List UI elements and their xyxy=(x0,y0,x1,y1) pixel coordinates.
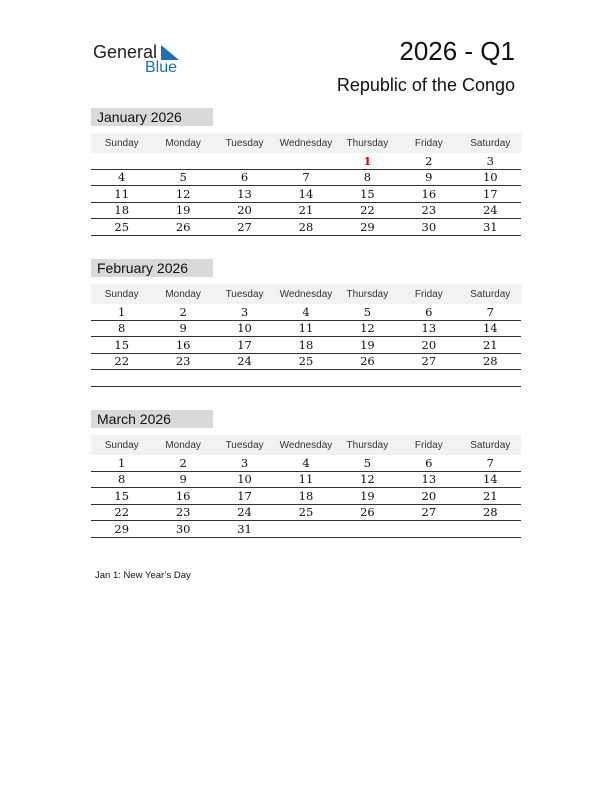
day-cell: 20 xyxy=(214,202,275,219)
day-cell: 7 xyxy=(275,169,336,186)
week-row xyxy=(91,219,521,236)
week-row xyxy=(91,353,521,370)
day-cell xyxy=(152,370,213,387)
day-cell: 8 xyxy=(337,169,398,186)
week-row xyxy=(91,153,521,169)
day-cell: 20 xyxy=(398,488,459,505)
day-cell: 3 xyxy=(460,153,521,169)
day-cell: 26 xyxy=(152,219,213,236)
day-cell: 17 xyxy=(214,337,275,354)
day-cell: 28 xyxy=(460,504,521,521)
week-row xyxy=(91,320,521,337)
generalblue-logo xyxy=(93,42,193,78)
day-cell: 27 xyxy=(398,353,459,370)
weekday-header: Wednesday xyxy=(275,284,336,304)
country-name: Republic of the Congo xyxy=(336,75,515,95)
month-block-february xyxy=(91,259,521,387)
day-cell: 12 xyxy=(152,186,213,203)
day-cell: 11 xyxy=(91,186,152,203)
day-cell: 22 xyxy=(91,353,152,370)
week-row xyxy=(91,304,521,320)
day-cell: 28 xyxy=(275,219,336,236)
day-cell: 10 xyxy=(214,320,275,337)
day-cell xyxy=(152,153,213,169)
weekday-header: Tuesday xyxy=(214,133,275,153)
day-cell: 31 xyxy=(460,219,521,236)
day-cell: 17 xyxy=(214,488,275,505)
day-cell: 16 xyxy=(398,186,459,203)
day-cell: 6 xyxy=(214,169,275,186)
week-row xyxy=(91,186,521,203)
weekday-header: Monday xyxy=(152,435,213,455)
day-cell: 20 xyxy=(398,337,459,354)
weekday-header: Sunday xyxy=(91,284,152,304)
weekday-header: Tuesday xyxy=(214,284,275,304)
weekday-header: Monday xyxy=(152,133,213,153)
day-cell: 10 xyxy=(214,471,275,488)
day-cell: 5 xyxy=(337,304,398,320)
day-cell: 11 xyxy=(275,471,336,488)
day-cell: 2 xyxy=(398,153,459,169)
day-cell: 17 xyxy=(460,186,521,203)
day-cell xyxy=(398,370,459,387)
day-cell xyxy=(460,370,521,387)
weekday-header: Wednesday xyxy=(275,133,336,153)
day-cell: 25 xyxy=(91,219,152,236)
day-cell: 30 xyxy=(152,521,213,538)
day-cell: 24 xyxy=(460,202,521,219)
day-cell: 1 xyxy=(337,153,398,169)
day-cell xyxy=(214,370,275,387)
day-cell: 2 xyxy=(152,304,213,320)
day-cell: 23 xyxy=(152,504,213,521)
day-cell: 21 xyxy=(275,202,336,219)
day-cell xyxy=(398,521,459,538)
weekday-header: Friday xyxy=(398,133,459,153)
day-cell: 16 xyxy=(152,488,213,505)
weekday-header: Thursday xyxy=(337,133,398,153)
day-cell: 19 xyxy=(152,202,213,219)
day-cell: 22 xyxy=(337,202,398,219)
day-cell xyxy=(91,370,152,387)
day-cell: 25 xyxy=(275,504,336,521)
day-cell: 18 xyxy=(91,202,152,219)
day-cell: 9 xyxy=(398,169,459,186)
weekday-header: Tuesday xyxy=(214,435,275,455)
day-cell: 24 xyxy=(214,504,275,521)
day-cell: 31 xyxy=(214,521,275,538)
day-cell: 26 xyxy=(337,353,398,370)
day-cell: 26 xyxy=(337,504,398,521)
day-cell: 18 xyxy=(275,337,336,354)
day-cell: 4 xyxy=(275,304,336,320)
weekday-header-row xyxy=(91,284,521,304)
day-cell: 9 xyxy=(152,320,213,337)
day-cell: 25 xyxy=(275,353,336,370)
day-cell xyxy=(91,153,152,169)
day-cell: 22 xyxy=(91,504,152,521)
weekday-header-row xyxy=(91,133,521,153)
day-cell: 30 xyxy=(398,219,459,236)
weekday-header: Sunday xyxy=(91,133,152,153)
day-cell xyxy=(275,521,336,538)
weekday-header: Friday xyxy=(398,284,459,304)
weekday-header: Saturday xyxy=(460,435,521,455)
day-cell xyxy=(275,370,336,387)
calendar-grid xyxy=(91,435,521,538)
day-cell: 27 xyxy=(398,504,459,521)
week-row xyxy=(91,337,521,354)
weekday-header: Thursday xyxy=(337,284,398,304)
week-row xyxy=(91,202,521,219)
month-label: January 2026 xyxy=(91,108,213,126)
holiday-note: Jan 1: New Year’s Day xyxy=(95,570,191,581)
day-cell: 9 xyxy=(152,471,213,488)
day-cell: 24 xyxy=(214,353,275,370)
week-row xyxy=(91,504,521,521)
day-cell: 16 xyxy=(152,337,213,354)
day-cell: 6 xyxy=(398,455,459,471)
day-cell: 15 xyxy=(91,488,152,505)
day-cell: 14 xyxy=(460,471,521,488)
month-block-january xyxy=(91,108,521,236)
calendar-grid xyxy=(91,284,521,387)
day-cell: 14 xyxy=(275,186,336,203)
day-cell: 19 xyxy=(337,488,398,505)
day-cell: 8 xyxy=(91,471,152,488)
day-cell: 23 xyxy=(152,353,213,370)
day-cell: 10 xyxy=(460,169,521,186)
weekday-header: Wednesday xyxy=(275,435,336,455)
week-row xyxy=(91,521,521,538)
day-cell: 18 xyxy=(275,488,336,505)
day-cell: 12 xyxy=(337,471,398,488)
day-cell: 15 xyxy=(337,186,398,203)
day-cell: 3 xyxy=(214,304,275,320)
day-cell xyxy=(275,153,336,169)
day-cell: 7 xyxy=(460,455,521,471)
day-cell: 4 xyxy=(91,169,152,186)
day-cell: 12 xyxy=(337,320,398,337)
weekday-header: Sunday xyxy=(91,435,152,455)
day-cell: 28 xyxy=(460,353,521,370)
month-block-march xyxy=(91,410,521,538)
logo-blue-text: Blue xyxy=(145,59,178,76)
day-cell xyxy=(214,153,275,169)
day-cell: 29 xyxy=(337,219,398,236)
day-cell: 6 xyxy=(398,304,459,320)
day-cell xyxy=(337,521,398,538)
week-row xyxy=(91,370,521,387)
calendar-grid xyxy=(91,133,521,236)
weekday-header: Saturday xyxy=(460,133,521,153)
day-cell: 13 xyxy=(398,320,459,337)
day-cell: 5 xyxy=(337,455,398,471)
day-cell: 1 xyxy=(91,304,152,320)
day-cell: 23 xyxy=(398,202,459,219)
month-label: February 2026 xyxy=(91,259,213,277)
day-cell: 21 xyxy=(460,337,521,354)
weekday-header: Thursday xyxy=(337,435,398,455)
week-row xyxy=(91,488,521,505)
day-cell: 21 xyxy=(460,488,521,505)
week-row xyxy=(91,455,521,471)
day-cell: 3 xyxy=(214,455,275,471)
day-cell: 15 xyxy=(91,337,152,354)
weekday-header: Saturday xyxy=(460,284,521,304)
day-cell: 27 xyxy=(214,219,275,236)
day-cell: 7 xyxy=(460,304,521,320)
day-cell: 19 xyxy=(337,337,398,354)
day-cell: 11 xyxy=(275,320,336,337)
week-row xyxy=(91,169,521,186)
week-row xyxy=(91,471,521,488)
weekday-header-row xyxy=(91,435,521,455)
day-cell: 5 xyxy=(152,169,213,186)
day-cell: 29 xyxy=(91,521,152,538)
weekday-header: Monday xyxy=(152,284,213,304)
day-cell: 13 xyxy=(398,471,459,488)
day-cell: 8 xyxy=(91,320,152,337)
day-cell: 2 xyxy=(152,455,213,471)
day-cell: 14 xyxy=(460,320,521,337)
weekday-header: Friday xyxy=(398,435,459,455)
day-cell: 13 xyxy=(214,186,275,203)
logo-general-text: General xyxy=(93,42,158,62)
quarter-title: 2026 - Q1 xyxy=(399,36,515,66)
day-cell xyxy=(337,370,398,387)
day-cell: 1 xyxy=(91,455,152,471)
month-label: March 2026 xyxy=(91,410,213,428)
day-cell: 4 xyxy=(275,455,336,471)
day-cell xyxy=(460,521,521,538)
